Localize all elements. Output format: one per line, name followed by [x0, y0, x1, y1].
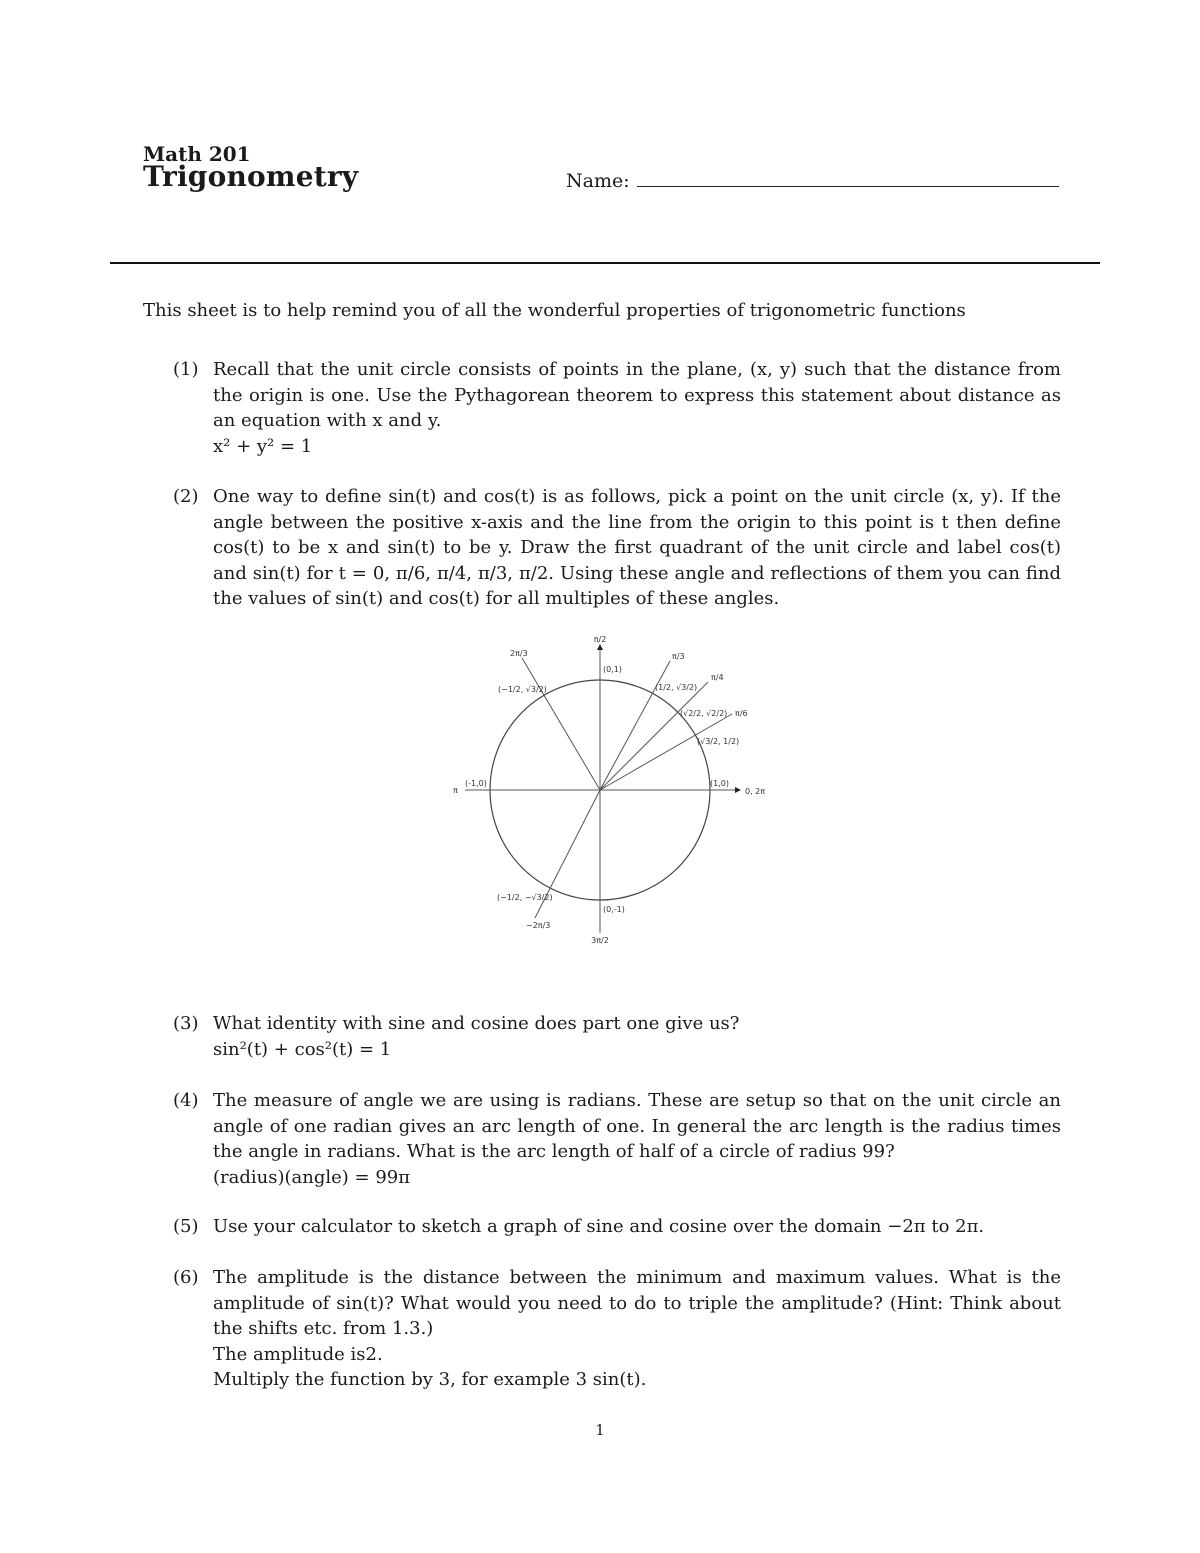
label-pi: π: [453, 786, 458, 795]
page-title: Trigonometry: [143, 160, 359, 193]
page-number: 1: [595, 1421, 605, 1439]
name-field-line[interactable]: [637, 186, 1059, 187]
label-neg-2pi3: −2π/3: [526, 921, 551, 930]
ray-2pi3: [522, 658, 600, 790]
question-number: (5): [173, 1216, 199, 1237]
question-5: [173, 1214, 1061, 1240]
point-neg1-0: (-1,0): [465, 779, 487, 788]
answer-text: (radius)(angle) = 99π: [213, 1166, 411, 1188]
point-pi6: (√3/2, 1/2): [697, 737, 740, 746]
question-text: Recall that the unit circle consists of points in the plane, (x, y) such that the distance from the origin is one. Use the Pythagorean theorem to express this statement about distance as an equation with x and y.: [213, 359, 1061, 431]
intro-text: This sheet is to help remind you of all the wonderful properties of trigonometric functions: [143, 300, 966, 321]
question-number: (3): [173, 1013, 199, 1034]
question-text: The measure of angle we are using is radians. These are setup so that on the unit circle an angle of one radian gives an arc length of one. In general the arc length is the radius times the angle in radians. What is the arc length of half of a circle of radius 99?: [213, 1090, 1061, 1162]
question-4: [173, 1088, 1061, 1190]
answer-text: The amplitude is2.: [213, 1343, 383, 1365]
point-0-neg1: (0,-1): [603, 905, 625, 914]
unit-circle-diagram: [440, 628, 780, 958]
question-6: [173, 1265, 1061, 1393]
course-name: Math 201: [143, 142, 251, 166]
point-0-1: (0,1): [603, 665, 622, 674]
question-text: Use your calculator to sketch a graph of sine and cosine over the domain −2π to 2π.: [213, 1216, 985, 1237]
label-2pi3: 2π/3: [510, 649, 528, 658]
answer-text: Multiply the function by 3, for example 3 sin(t).: [213, 1369, 647, 1390]
name-label: Name:: [566, 170, 630, 192]
question-3: [173, 1011, 1061, 1062]
label-pi6: π/6: [735, 709, 748, 718]
label-3pi2: 3π/2: [591, 936, 609, 945]
point-neg-2pi3: (−1/2, −√3/2): [497, 893, 553, 902]
answer-text: sin²(t) + cos²(t) = 1: [213, 1038, 392, 1060]
question-2: [173, 484, 1061, 612]
question-number: (4): [173, 1090, 199, 1111]
question-text: What identity with sine and cosine does part one give us?: [213, 1013, 740, 1034]
label-pi3: π/3: [672, 652, 685, 661]
label-0-2pi: 0, 2π: [745, 787, 766, 796]
label-pi4: π/4: [711, 673, 724, 682]
label-pi2: π/2: [593, 635, 607, 644]
ray-pi4: [600, 682, 708, 790]
question-number: (6): [173, 1267, 199, 1288]
question-number: (1): [173, 359, 199, 380]
question-1: [173, 357, 1061, 459]
point-2pi3: (−1/2, √3/2): [498, 685, 547, 694]
question-text: One way to define sin(t) and cos(t) is as follows, pick a point on the unit circle (x, y). If the angle between the positive x-axis and the line from the origin to this point is t then define cos(t) to be x and sin(t) to be y. Draw the first quadrant of the unit circle and label cos(t) and sin(t) for t = 0, π/6, π/4, π/3, π/2. Using these angle and reflections of them you can find the values of sin(t) and cos(t) for all multiples of these angles.: [213, 486, 1061, 609]
point-pi3: (1/2, √3/2): [655, 683, 698, 692]
answer-text: x² + y² = 1: [213, 435, 313, 457]
question-text: The amplitude is the distance between the minimum and maximum values. What is the amplitude of sin(t)? What would you need to do to triple the amplitude? (Hint: Think about the shifts etc. from 1.3.): [213, 1267, 1061, 1339]
point-1-0: (1,0): [710, 779, 729, 788]
question-number: (2): [173, 486, 199, 507]
header-divider: [110, 262, 1100, 264]
point-pi4: (√2/2, √2/2): [680, 709, 728, 718]
